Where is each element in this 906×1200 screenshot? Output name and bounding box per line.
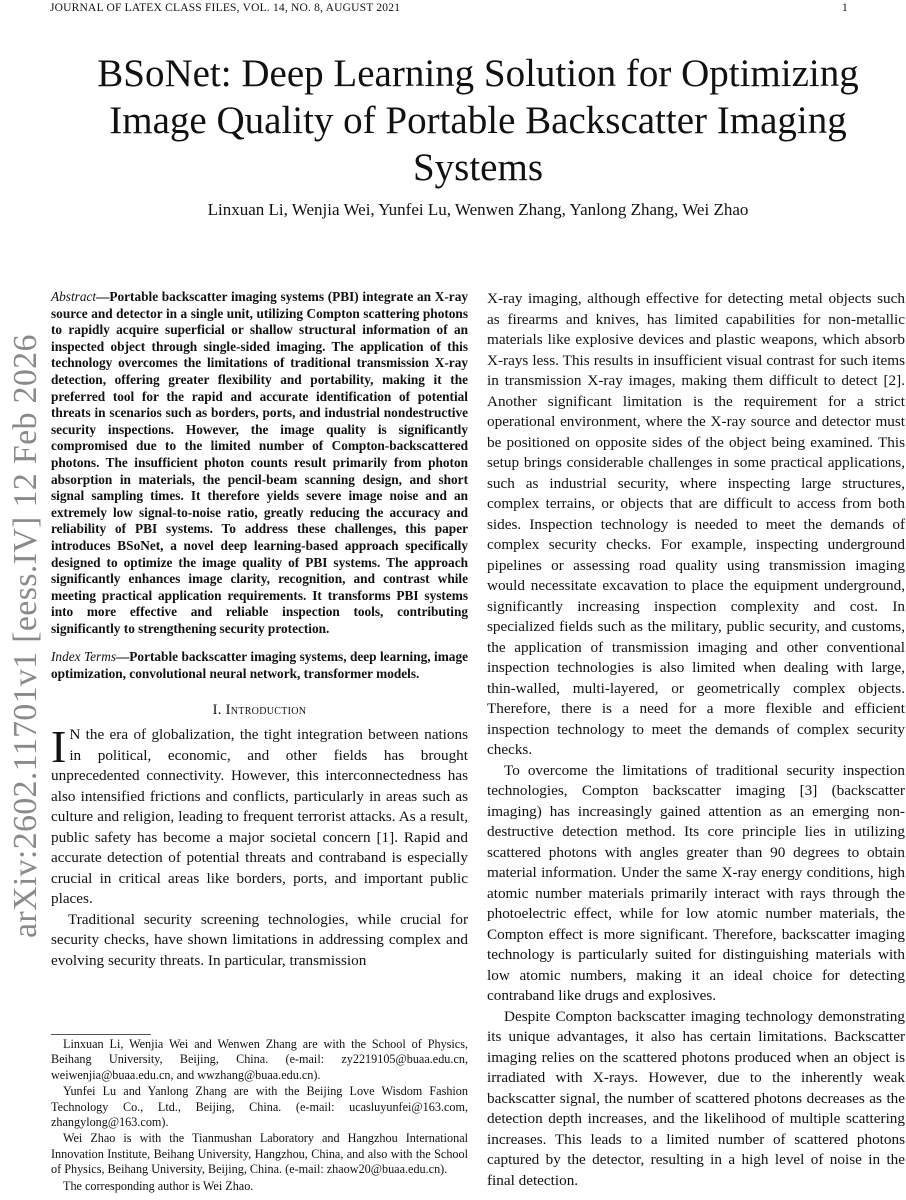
arxiv-stamp: arXiv:2602.11701v1 [eess.IV] 12 Feb 2026 — [7, 334, 44, 938]
abstract — [51, 289, 468, 637]
intro-paragraph-1 — [51, 721, 468, 910]
footnote-affiliation-1: Linxuan Li, Wenjia Wei and Wenwen Zhang are with the School of Physics, Beihang University, Beijing, China. (e-mail: zy2219105@buaa.edu.cn, weiwenjia@buaa.edu.cn, and wwzhang@buaa.edu.cn). — [51, 1037, 468, 1082]
intro-paragraph-2: Traditional security screening technologies, while crucial for security checks, have shown limitations in addressing complex and evolving security threats. In particular, transmission — [51, 910, 468, 969]
footnote-rule — [51, 1034, 151, 1035]
author-list: Linxuan Li, Wenjia Wei, Yunfei Lu, Wenwen Zhang, Yanlong Zhang, Wei Zhao — [207, 200, 749, 219]
section-title: Introduction — [225, 701, 307, 718]
footnote-affiliation-3: Wei Zhao is with the Tianmushan Laboratory and Hangzhou International Innovation Institute, Beihang University, Hangzhou, China, and also with the School of Physics, Beihang University, Beijing, China. (e-mail: zhaow20@buaa.edu.cn). — [51, 1131, 468, 1177]
intro-paragraph-2-continued: X-ray imaging, although effective for detecting metal objects such as firearms and knives, has limited capabilities for non-metallic materials like explosive devices and plastic weapons, which absorb X-rays less. This results in insufficient visual contrast for such items in transmission X-ray images, making them difficult to detect [2]. Another significant limitation is the requirement for a strict operational environment, where the X-ray source and detector must be positioned on opposite sides of the object being examined. This setup brings considerable challenges in some practical applications, such as industrial security, where inspecting large structures, complex terrains, or objects that are difficult to access from both sides. Inspection technology is needed to meet the demands of complex security checks. For example, inspecting underground pipelines or assessing road quality using transmission imaging would necessitate excavation to place the equipment underground, significantly increasing inspection complexity and cost. In specialized fields such as the military, public security, and customs, the application of transmission imaging and other conventional inspection technologies is also limited when dealing with large, thin-walled, multi-layered, or geometrically complex objects. Therefore, there is a need for a more flexible and efficient inspection technology to meet the demands of complex security checks. — [487, 290, 905, 758]
intro-paragraph-3: To overcome the limitations of traditional security inspection technologies, Compton backscatter imaging [3] (backscatter imaging) has increasingly gained attention as an emerging non-destructive detection method. Its core principle lies in utilizing scattered photons with angles greater than 90 degrees to obtain material information. Under the same X-ray energy conditions, high atomic number materials primarily interact with rays through the photoelectric effect, while for low atomic number materials, the Compton effect is more significant. Therefore, backscatter imaging technology is particularly suited for distinguishing materials with low atomic numbers, making it an ideal choice for detecting contraband like drugs and explosives. — [487, 761, 905, 1004]
intro-paragraph-4: Despite Compton backscatter imaging technology demonstrating its unique advantages, it also has certain limitations. Backscatter imaging relies on the scattered photons produced when an object is irradiated with X-rays. However, due to the inherently weak backscatter signal, the number of scattered photons decreases as the detection depth increases, and the likelihood of multiple scattering increases. This leads to a limited number of scattered photons captured by the detector, resulting in a high level of noise in the final detection. — [487, 1007, 905, 1189]
index-terms-label: Index Terms — [51, 649, 116, 665]
right-column — [487, 289, 905, 1191]
journal-name: JOURNAL OF LATEX CLASS FILES, VOL. 14, NO. 8, AUGUST 2021 — [50, 2, 401, 14]
index-terms — [51, 649, 468, 682]
page-number: 1 — [842, 2, 848, 14]
intro-paragraph-1-text: N the era of globalization, the tight integration between nations in political, economic, and other fields has brought unprecedented connectivity. However, this interconnectedness has also intensified frictions and conflicts, particularly in areas such as culture and religion, leading to frequent terrorist attacks. As a result, public safety has become a major societal concern [1]. Rapid and accurate detection of potential threats and contraband is especially crucial in critical areas like borders, ports, and important public places. — [51, 726, 468, 908]
paper-title: BSoNet: Deep Learning Solution for Optimizing Image Quality of Portable Backscatter Imaging Systems — [97, 52, 859, 189]
section-heading-introduction — [51, 700, 468, 721]
section-number: I. — [212, 701, 226, 718]
footnotes — [51, 1034, 468, 1195]
footnote-affiliation-2: Yunfei Lu and Yanlong Zhang are with the Beijing Love Wisdom Fashion Technology Co., Ltd., Beijing, China. (e-mail: ucasluyunfei@163.com, zhangylong@163.com). — [51, 1084, 468, 1130]
abstract-label: Abstract — [51, 289, 97, 304]
index-terms-text: —Portable backscatter imaging systems, deep learning, image optimization, convolutional neural network, transformer models. — [51, 649, 468, 682]
abstract-text: —Portable backscatter imaging systems (PBI) integrate an X-ray source and detector in a single unit, utilizing Compton scattering photons to rapidly acquire superficial or shallow structural information of an inspected object through single-sided imaging. The application of this technology overcomes the limitations of traditional transmission X-ray detection, offering greater flexibility and portability, making it the preferred tool for the rapid and accurate identification of potential threats in scenarios such as borders, ports, and industrial nondestructive security inspections. However, the image quality is significantly compromised due to the limited number of Compton-backscattered photons. The insufficient photon counts result primarily from photon absorption in materials, the pencil-beam scanning design, and short signal sampling times. It therefore yields severe image noise and an extremely low signal-to-noise ratio, greatly reducing the accuracy and reliability of PBI systems. To address these challenges, this paper introduces BSoNet, a novel deep learning-based approach specifically designed to optimize the image quality of PBI systems. The approach significantly enhances image clarity, recognition, and contrast while meeting practical application requirements. It transforms PBI systems into more effective and reliable inspection tools, contributing significantly to strengthening security protection. — [51, 289, 468, 636]
left-column — [51, 289, 468, 971]
drop-cap: I — [51, 721, 67, 773]
footnote-corresponding-author: The corresponding author is Wei Zhao. — [63, 1178, 254, 1193]
running-header — [50, 2, 848, 16]
